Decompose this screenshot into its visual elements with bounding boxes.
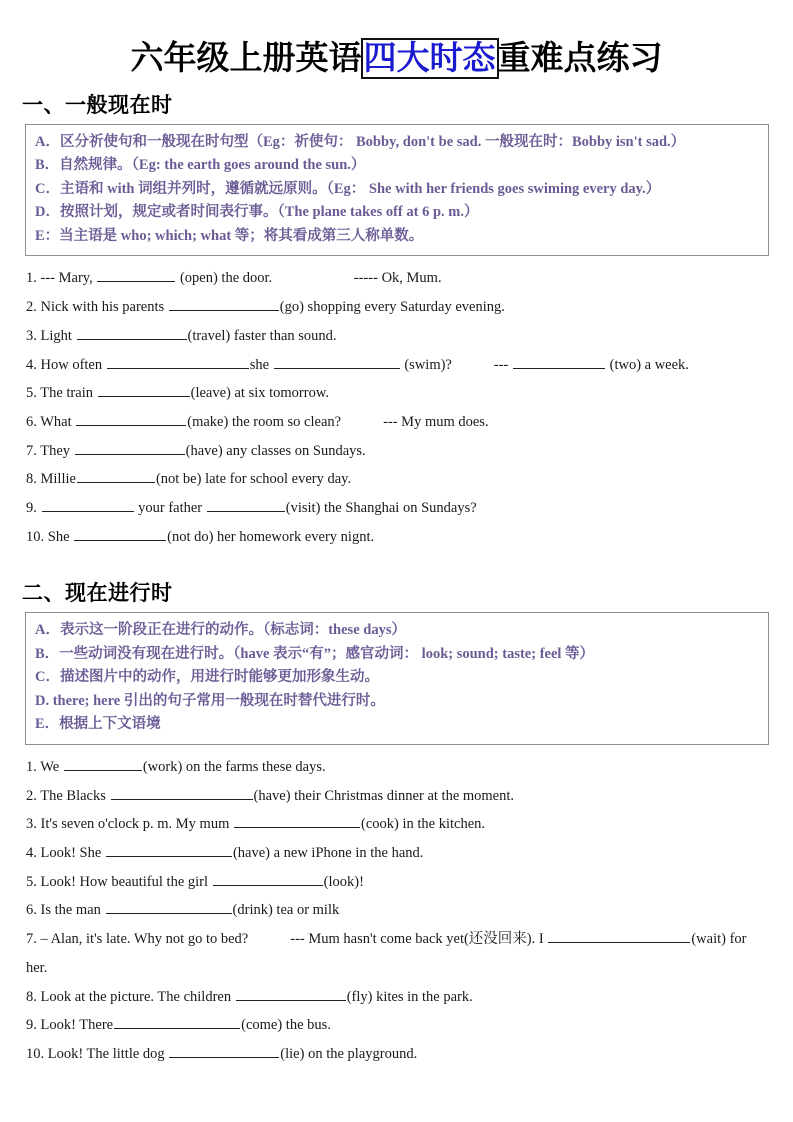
exercise-item [26, 1040, 769, 1069]
exercise-text: 6. What [26, 413, 76, 430]
exercise-text: 7. They [26, 442, 74, 459]
rule-line: C．主语和 with 词组并列时，遵循就远原则。（Eg： She with her friends goes swiming every day.） [35, 180, 661, 197]
exercise-item [26, 494, 769, 523]
answer-blank[interactable] [107, 354, 249, 369]
rule-line: D．按照计划，规定或者时间表行事。（The plane takes off at 6 p. m.） [35, 204, 479, 221]
exercise-text: 10. She [26, 528, 74, 545]
rule-line: C．描述图片中的动作，用进行时能够更加形象生动。 [35, 669, 379, 686]
exercise-list [22, 745, 771, 1069]
exercise-text: (wait) for her. [26, 931, 747, 976]
exercise-text: 7. – Alan, it's late. Why not go to bed? [26, 931, 249, 948]
answer-blank[interactable] [106, 842, 232, 857]
rule-line: B．一些动词没有现在进行时。（have 表示“有”；感官动词： look; sound; taste; feel 等） [35, 645, 595, 662]
exercise-item [26, 437, 769, 466]
exercise-text: (make) the room so clean? [187, 413, 342, 430]
answer-blank[interactable] [236, 986, 346, 1001]
answer-blank[interactable] [77, 469, 155, 484]
answer-blank[interactable] [76, 411, 186, 426]
page-title-prefix: 六年级上册英语 [130, 38, 362, 77]
exercise-item [26, 523, 769, 552]
exercise-item [26, 293, 769, 322]
exercise-text: 3. Light [26, 327, 76, 344]
answer-blank[interactable] [75, 440, 185, 455]
exercise-text: --- Mum hasn't come back yet(还没回来). I [290, 931, 548, 948]
exercise-text: 8. Millie [26, 471, 76, 488]
sections-container [22, 79, 771, 1069]
exercise-text: --- My mum does. [383, 413, 489, 430]
exercise-text: 1. --- Mary, [26, 270, 97, 287]
answer-blank[interactable] [74, 526, 166, 541]
exercise-item [26, 351, 769, 380]
answer-blank[interactable] [64, 756, 142, 771]
answer-blank[interactable] [513, 354, 605, 369]
answer-blank[interactable] [548, 928, 690, 943]
page-title [22, 0, 771, 79]
exercise-text: 6. Is the man [26, 902, 105, 919]
answer-blank[interactable] [98, 382, 190, 397]
exercise-text: (go) shopping every Saturday evening. [279, 299, 505, 316]
rule-line: E．根据上下文语境 [35, 716, 161, 733]
rule-line: A．区分祈使句和一般现在时句型（Eg：祈使句： Bobby, don't be sad. 一般现在时：Bobby isn't sad.） [35, 134, 686, 150]
exercise-item [26, 1011, 769, 1040]
exercise-text: (leave) at six tomorrow. [190, 385, 329, 402]
exercise-item [26, 925, 769, 982]
exercise-text: 9. Look! There [26, 1017, 114, 1034]
exercise-text: 1. We [26, 758, 63, 775]
answer-blank[interactable] [274, 354, 400, 369]
exercise-text: (travel) faster than sound. [187, 327, 337, 344]
answer-blank[interactable] [106, 900, 232, 915]
exercise-text: (have) any classes on Sundays. [185, 442, 366, 459]
exercise-text: (not be) late for school every day. [155, 471, 352, 488]
rules-box [25, 124, 769, 256]
exercise-item [26, 983, 769, 1012]
exercise-text: 3. It's seven o'clock p. m. My mum [26, 816, 233, 833]
exercise-text: 5. The train [26, 385, 97, 402]
rule-line: E：当主语是 who; which; what 等；将其看成第三人称单数。 [35, 227, 424, 244]
exercise-text: (have) their Christmas dinner at the moment. [253, 787, 515, 804]
exercise-text: 10. Look! The little dog [26, 1045, 169, 1062]
exercise-text: 4. Look! She [26, 844, 105, 861]
exercise-text: 2. The Blacks [26, 787, 110, 804]
exercise-text: (two) a week. [605, 356, 689, 373]
rules-box [25, 612, 769, 744]
exercise-text: 4. How often [26, 356, 106, 373]
exercise-text: (visit) the Shanghai on Sundays? [285, 500, 477, 517]
exercise-text: (have) a new iPhone in the hand. [232, 844, 424, 861]
exercise-text: (look)! [323, 873, 364, 890]
exercise-item [26, 782, 769, 811]
section-heading: 二、现在进行时 [22, 581, 173, 606]
section-1 [22, 79, 771, 551]
exercise-text: (cook) in the kitchen. [361, 816, 486, 833]
section-2 [22, 551, 771, 1068]
exercise-text: 5. Look! How beautiful the girl [26, 873, 212, 890]
section-heading: 一、一般现在时 [22, 93, 173, 117]
exercise-item [26, 896, 769, 925]
exercise-text: (work) on the farms these days. [142, 758, 326, 775]
exercise-text: (open) the door. [176, 270, 273, 287]
exercise-item [26, 264, 769, 293]
rule-line: A．表示这一阶段正在进行的动作。（标志词：these days） [35, 622, 406, 639]
exercise-text: (swim)? [400, 356, 452, 373]
exercise-item [26, 839, 769, 868]
exercise-text: she [249, 356, 273, 373]
exercise-item [26, 379, 769, 408]
exercise-item [26, 465, 769, 494]
answer-blank[interactable] [213, 871, 323, 886]
answer-blank[interactable] [207, 497, 285, 512]
exercise-list [22, 256, 771, 551]
exercise-text: (not do) her homework every nignt. [167, 528, 375, 545]
exercise-text: 2. Nick with his parents [26, 299, 168, 316]
answer-blank[interactable] [97, 268, 175, 283]
exercise-text: (fly) kites in the park. [346, 988, 473, 1005]
exercise-text: (lie) on the playground. [280, 1045, 418, 1062]
answer-blank[interactable] [42, 497, 134, 512]
answer-blank[interactable] [169, 1043, 279, 1058]
exercise-text: ----- Ok, Mum. [350, 270, 442, 287]
exercise-item [26, 868, 769, 897]
rule-line: B．自然规律。（Eg: the earth goes around the sun.） [35, 157, 366, 174]
page-title-highlight-box: 四大时态 [361, 38, 499, 79]
exercise-item [26, 753, 769, 782]
answer-blank[interactable] [234, 814, 360, 829]
answer-blank[interactable] [77, 325, 187, 340]
exercise-item [26, 810, 769, 839]
exercise-text: your father [134, 500, 206, 517]
page-title-suffix: 重难点练习 [497, 38, 663, 77]
answer-blank[interactable] [169, 296, 279, 311]
exercise-text: 8. Look at the picture. The children [26, 988, 235, 1005]
answer-blank[interactable] [111, 785, 253, 800]
exercise-text: 9. [26, 500, 41, 517]
exercise-item [26, 408, 769, 437]
exercise-text: (drink) tea or milk [232, 902, 340, 919]
exercise-text: (come) the bus. [241, 1017, 331, 1034]
answer-blank[interactable] [114, 1014, 240, 1029]
exercise-item [26, 322, 769, 351]
exercise-text: --- [493, 356, 512, 373]
rule-line: D. there; here 引出的句子常用一般现在时替代进行时。 [35, 692, 385, 709]
